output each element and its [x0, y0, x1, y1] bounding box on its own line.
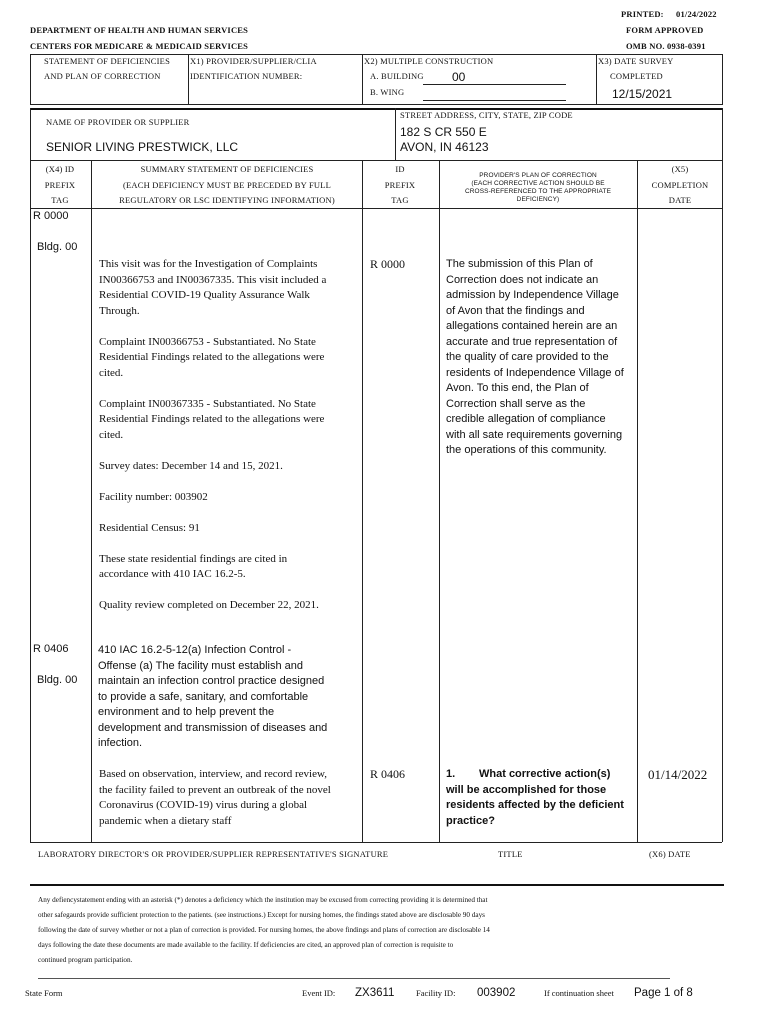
bldg-label-2: Bldg. 00 — [37, 674, 78, 686]
plan-header-line3: CROSS-REFERENCED TO THE APPROPRIATE — [464, 188, 612, 195]
address-line1: 182 S CR 550 E — [400, 125, 487, 139]
statement-label-line1: STATEMENT OF DEFICIENCIES — [44, 56, 171, 66]
address-label: STREET ADDRESS, CITY, STATE, ZIP CODE — [400, 110, 573, 120]
building-value: 00 — [452, 70, 466, 84]
provider-name-label: NAME OF PROVIDER OR SUPPLIER — [46, 117, 190, 127]
event-id-label: Event ID: — [302, 988, 336, 998]
x4-header-line3: TAG — [51, 195, 69, 205]
building-label: A. BUILDING — [370, 71, 424, 81]
summary-paragraph: Quality review completed on December 22, 2021. — [99, 599, 319, 611]
bldg-label-1: Bldg. 00 — [37, 241, 78, 253]
printed-label: PRINTED: — [621, 9, 664, 19]
disclaimer-line: other safegaurds provide sufficient protection to the patients. (see instructions.) Except for nursing homes, the findings stated above are disclosable 90 days — [38, 911, 485, 919]
tag-r0000: R 0000 — [33, 210, 69, 222]
summary-header-line3: REGULATORY OR LSC IDENTIFYING INFORMATION) — [119, 195, 335, 205]
right-tag-r0000: R 0000 — [370, 257, 406, 271]
completion-date: 01/14/2022 — [648, 767, 708, 782]
continuation-label: If continuation sheet — [544, 988, 614, 998]
survey-date: 12/15/2021 — [612, 87, 673, 101]
x5-header-line3: DATE — [668, 195, 692, 205]
omb-number: OMB NO. 0938-0391 — [626, 41, 706, 51]
x5-header-line2: COMPLETION — [651, 180, 709, 190]
x2-label: X2) MULTIPLE CONSTRUCTION — [364, 56, 494, 66]
wing-label: B. WING — [370, 87, 405, 97]
right-tag-r0406: R 0406 — [370, 767, 406, 781]
facility-id-label: Facility ID: — [416, 988, 456, 998]
summary-paragraph: Facility number: 003902 — [99, 490, 208, 503]
x3-label-line2: COMPLETED — [610, 71, 663, 81]
id-header-line2: PREFIX — [384, 180, 416, 190]
statement-label-line2: AND PLAN OF CORRECTION — [44, 71, 161, 81]
disclaimer — [38, 893, 718, 968]
finding-text: Based on observation, interview, and record review, the facility failed to prevent an outbreak of the novel Coronavirus (COVID-19) virus during a global pandemic when a dietary staff — [99, 768, 331, 827]
provider-name: SENIOR LIVING PRESTWICK, LLC — [46, 140, 239, 154]
regulation-text: 410 IAC 16.2-5-12(a) Infection Control - Offense (a) The facility must establish and maintain an infection control practice designed to provide a safe, sanitary, and comfortable environment and to help prevent the development and transmission of diseases and infection. — [98, 644, 328, 749]
page-number: Page 1 of 8 — [634, 987, 693, 999]
x3-label-line1: X3) DATE SURVEY — [598, 56, 674, 66]
plan-header-line1: PROVIDER'S PLAN OF CORRECTION — [479, 172, 597, 179]
department-title: DEPARTMENT OF HEALTH AND HUMAN SERVICES — [30, 25, 249, 35]
disclaimer-line: continued program participation. — [38, 956, 133, 964]
state-form-label: State Form — [25, 988, 63, 998]
plan-of-correction-text: The submission of this Plan of Correction does not indicate an admission by Independence Village of Avon that the findings and allegations contained herein are an accurate and true representation of the quality of care provided to the residents of Independence Village of Avon. To this end, the Plan of Correction shall serve as the credible allegation of compliance with all sate requirements governing the operations of this community. — [446, 258, 624, 456]
summary-paragraph: Complaint IN00367335 - Substantiated. No State Residential Findings related to the allegations were cited. — [99, 397, 325, 441]
id-header-line1: ID — [395, 164, 405, 174]
summary-paragraph: Survey dates: December 14 and 15, 2021. — [99, 459, 283, 472]
summary-header-line1: SUMMARY STATEMENT OF DEFICIENCIES — [140, 164, 314, 174]
summary-paragraph: This visit was for the Investigation of Complaints IN00366753 and IN00367335. This visit included a Residential COVID-19 Quality Assurance Walk Through. — [99, 258, 327, 317]
plan-header-line4: DEFICIENCY) — [516, 196, 560, 203]
event-id: ZX3611 — [355, 987, 395, 999]
x1-label-line2: IDENTIFICATION NUMBER: — [190, 71, 303, 81]
form-approved: FORM APPROVED — [626, 25, 704, 35]
signature-label: LABORATORY DIRECTOR'S OR PROVIDER/SUPPLIER REPRESENTATIVE'S SIGNATURE — [38, 849, 389, 859]
id-header-line3: TAG — [391, 195, 409, 205]
disclaimer-line: Any defiencystatement ending with an asterisk (*) denotes a deficiency which the institution may be excused from correcting providing it is determined that — [38, 896, 488, 904]
disclaimer-line: following the date of survey whether or not a plan of correction is provided. For nursing homes, the above findings and plans of correction are disclosable 14 — [38, 926, 490, 934]
summary-paragraph: Complaint IN00366753 - Substantiated. No State Residential Findings related to the allegations were cited. — [99, 335, 325, 379]
plan-header-line2: (EACH CORRECTIVE ACTION SHOULD BE — [471, 180, 605, 187]
summary-paragraph: These state residential findings are cited in accordance with 410 IAC 16.2-5. — [99, 552, 288, 580]
x6-date-label: (X6) DATE — [649, 849, 691, 859]
summary-block-1 — [99, 257, 331, 629]
cms-title: CENTERS FOR MEDICARE & MEDICAID SERVICES — [30, 41, 249, 51]
plan-item-question: What corrective action(s) will be accomplished for those residents affected by the deficient practice? — [446, 768, 624, 827]
disclaimer-line: days following the date these documents are made available to the facility. If deficiencies are cited, an approved plan of correction is requisite to — [38, 941, 454, 949]
facility-id: 003902 — [477, 987, 516, 999]
x1-label-line1: X1) PROVIDER/SUPPLIER/CLIA — [190, 56, 317, 66]
summary-header-line2: (EACH DEFICIENCY MUST BE PRECEDED BY FULL — [122, 180, 332, 190]
summary-paragraph: Residential Census: 91 — [99, 521, 200, 534]
x4-header-line1: (X4) ID — [45, 164, 75, 174]
title-label: TITLE — [498, 849, 523, 859]
x5-header-line1: (X5) — [671, 164, 689, 174]
x4-header-line2: PREFIX — [44, 180, 76, 190]
plan-item-number: 1. — [446, 768, 456, 780]
tag-r0406: R 0406 — [33, 643, 69, 655]
address-line2: AVON, IN 46123 — [400, 140, 489, 154]
printed-date: 01/24/2022 — [676, 9, 717, 19]
